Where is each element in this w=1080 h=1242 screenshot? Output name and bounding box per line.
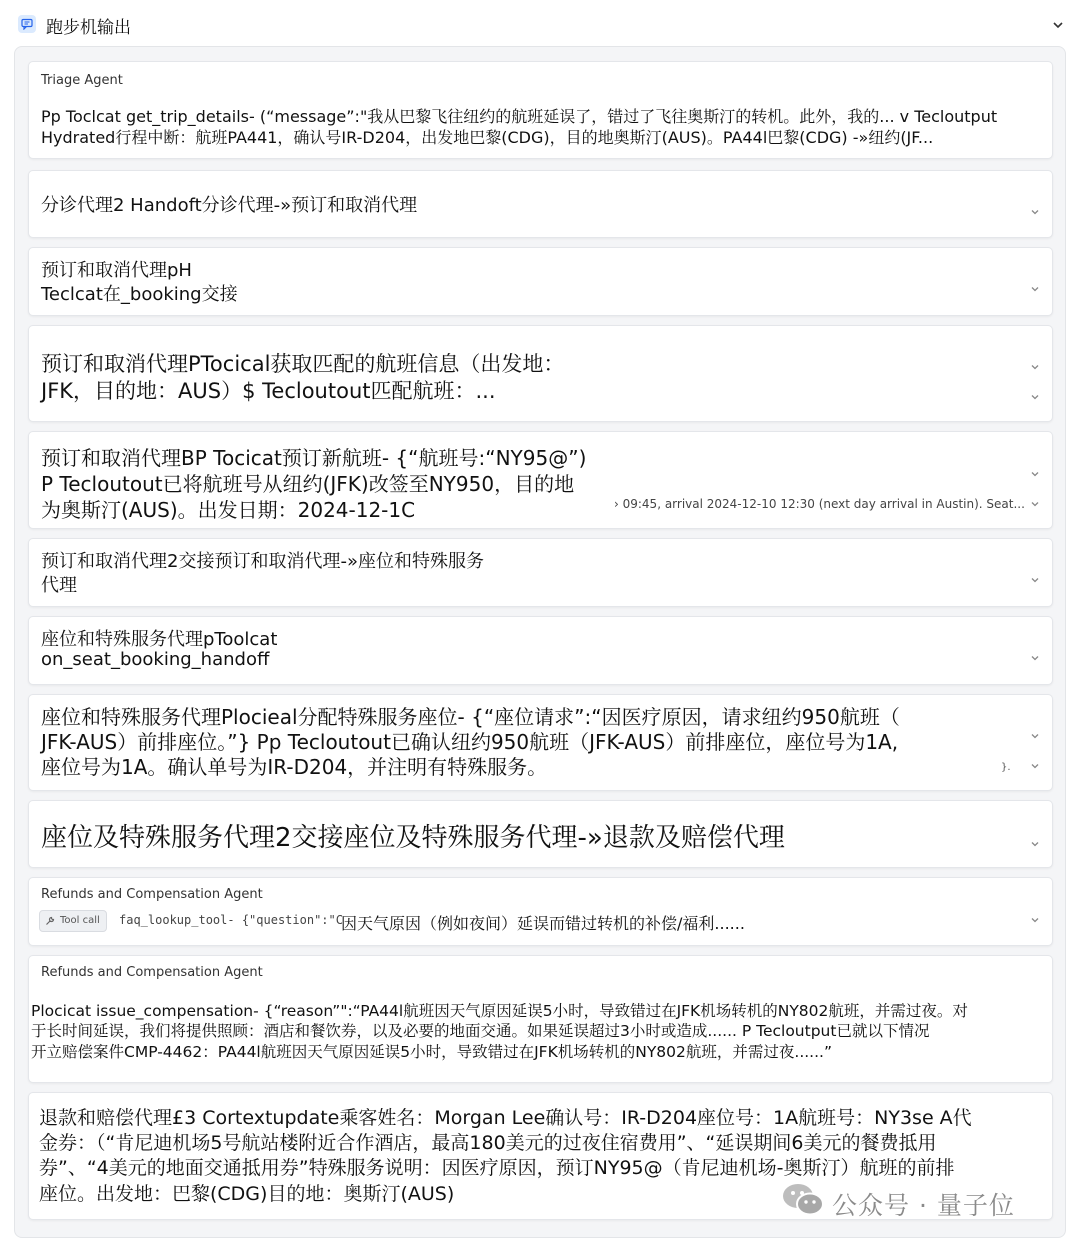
trace-card-seat-booking-handoff[interactable] bbox=[28, 616, 1053, 685]
card-line: 券”、“4美元的地面交通抵用券”特殊服务说明：因医疗原因，预订NY95@（肯尼迪机场-奥斯汀）航班的前排 bbox=[39, 1157, 955, 1179]
trace-card-handoff-triage[interactable] bbox=[28, 170, 1053, 238]
card-line: 预订和取消代理BP Tocicat预订新航班- {“航班号:“NY95@”) bbox=[41, 446, 587, 470]
trace-card-flight-lookup[interactable] bbox=[28, 325, 1053, 422]
card-line: 分诊代理2 Handoft分诊代理-»预订和取消代理 bbox=[41, 195, 418, 216]
expand-chevron-icon[interactable] bbox=[1030, 731, 1040, 741]
card-line: 座位和特殊服务代理Plocieal分配特殊服务座位- {“座位请求”:“因医疗原因，请求纽约950航班（ bbox=[41, 705, 900, 729]
output-header[interactable] bbox=[0, 0, 1080, 46]
wechat-icon bbox=[780, 1180, 826, 1222]
card-line: 座位和特殊服务代理pToolcat bbox=[41, 629, 278, 650]
card-line: 预订和取消代理2交接预订和取消代理-»座位和特殊服务 bbox=[41, 551, 484, 572]
card-line: 于长时间延误，我们将提供照顾：酒店和餐饮券，以及必要的地面交通。如果延误超过3小时或造成...... P Tecloutput已就以下情况 bbox=[31, 1022, 930, 1040]
agent-label: Refunds and Compensation Agent bbox=[41, 887, 263, 902]
card-line: 座位号为1A。确认单号为IR-D204，并注明有特殊服务。 bbox=[41, 755, 548, 779]
expand-chevron-icon[interactable] bbox=[1030, 207, 1040, 217]
trace-card-book-new-flight[interactable] bbox=[28, 431, 1053, 529]
trace-card-assign-seat[interactable] bbox=[28, 694, 1053, 791]
expand-chevron-icon[interactable] bbox=[1030, 284, 1040, 294]
chat-bubble-icon bbox=[18, 15, 36, 33]
expand-chevron-icon[interactable] bbox=[1030, 839, 1040, 849]
card-line: on_seat_booking_handoff bbox=[41, 649, 270, 670]
overflow-text: › 09:45, arrival 2024-12-10 12:30 (next day arrival in Austin). Seat... bbox=[614, 497, 1025, 511]
expand-chevron-icon[interactable] bbox=[1030, 575, 1040, 585]
card-line: 退款和赔偿代理£3 Cortextupdate乘客姓名：Morgan Lee确认号：IR-D204座位号：1A航班号：NY3se A代 bbox=[39, 1107, 972, 1129]
card-line: Teclcat在_booking交接 bbox=[41, 284, 238, 305]
card-line: JFK-AUS）前排座位。”} Pp Tecloutout已确认纽约950航班（JFK-AUS）前排座位，座位号为1A, bbox=[41, 730, 899, 754]
overflow-text: }. bbox=[1001, 762, 1011, 773]
card-line: 座位。出发地：巴黎(CDG)目的地：奥斯汀(AUS) bbox=[39, 1183, 455, 1205]
expand-chevron-icon[interactable] bbox=[1030, 362, 1040, 372]
tool-code: faq_lookup_tool- {"question":"C bbox=[119, 913, 343, 927]
trace-card-issue-compensation[interactable] bbox=[28, 955, 1053, 1083]
card-line: 金券：（“肯尼迪机场5号航站楼附近合作酒店，最高180美元的过夜住宿费用”、“延误期间6美元的餐费抵用 bbox=[39, 1132, 937, 1154]
trace-card-handoff-refunds[interactable] bbox=[28, 800, 1053, 868]
card-line: Hydrated行程中断：航班PA441，确认号IR-D204，出发地巴黎(CDG)，目的地奥斯汀(AUS)。PA44l巴黎(CDG) -»纽约(JF... bbox=[41, 128, 934, 147]
card-line: Plocicat issue_compensation- {“reason”":“PA44l航班因天气原因延误5小时，导致错过在JFK机场转机的NY802航班，并需过夜。对 bbox=[31, 1002, 968, 1020]
agent-label: Refunds and Compensation Agent bbox=[41, 965, 263, 980]
card-line: P Tecloutout已将航班号从纽约(JFK)改签至NY950，目的地 bbox=[41, 472, 575, 496]
expand-chevron-icon[interactable] bbox=[1030, 653, 1040, 663]
wrench-icon bbox=[45, 916, 55, 926]
collapse-chevron-icon[interactable] bbox=[1052, 16, 1064, 35]
expand-chevron-icon[interactable] bbox=[1030, 761, 1040, 771]
expand-chevron-icon[interactable] bbox=[1030, 915, 1040, 925]
trace-card-booking-handoff[interactable] bbox=[28, 247, 1053, 316]
expand-chevron-icon[interactable] bbox=[1030, 469, 1040, 479]
tool-chip-label: Tool call bbox=[60, 915, 100, 926]
trace-card-triage[interactable] bbox=[28, 61, 1053, 159]
page-title: 跑步机输出 bbox=[46, 18, 131, 38]
tool-call-badge bbox=[39, 910, 107, 932]
card-line: JFK，目的地：AUS）$ Tecloutout匹配航班：... bbox=[41, 379, 496, 403]
watermark-text: 公众号 · 量子位 bbox=[832, 1191, 1015, 1220]
card-line: 开立赔偿案件CMP-4462：PA44l航班因天气原因延误5小时，导致错过在JFK机场转机的NY802航班，并需过夜......” bbox=[31, 1043, 832, 1061]
trace-card-handoff-seat[interactable] bbox=[28, 538, 1053, 607]
card-line: 代理 bbox=[41, 575, 77, 596]
card-line: Pp Toclcat get_trip_details- (“message”:"我从巴黎飞往纽约的航班延误了，错过了飞往奥斯汀的转机。此外，我的... v Tecloutput bbox=[41, 107, 998, 126]
trace-card-faq-lookup[interactable] bbox=[28, 877, 1053, 946]
card-line: 为奥斯汀(AUS)。出发日期：2024-12-1C bbox=[41, 498, 416, 522]
card-line: 预订和取消代理pH bbox=[41, 260, 192, 281]
card-line: 预订和取消代理PTocical获取匹配的航班信息（出发地： bbox=[41, 352, 565, 376]
expand-chevron-icon[interactable] bbox=[1030, 392, 1040, 402]
expand-chevron-icon[interactable] bbox=[1030, 499, 1040, 509]
card-line: 因天气原因（例如夜间）延误而错过转机的补偿/福利...... bbox=[341, 914, 745, 933]
agent-label: Triage Agent bbox=[41, 73, 123, 88]
card-line: 座位及特殊服务代理2交接座位及特殊服务代理-»退款及赔偿代理 bbox=[41, 823, 785, 853]
